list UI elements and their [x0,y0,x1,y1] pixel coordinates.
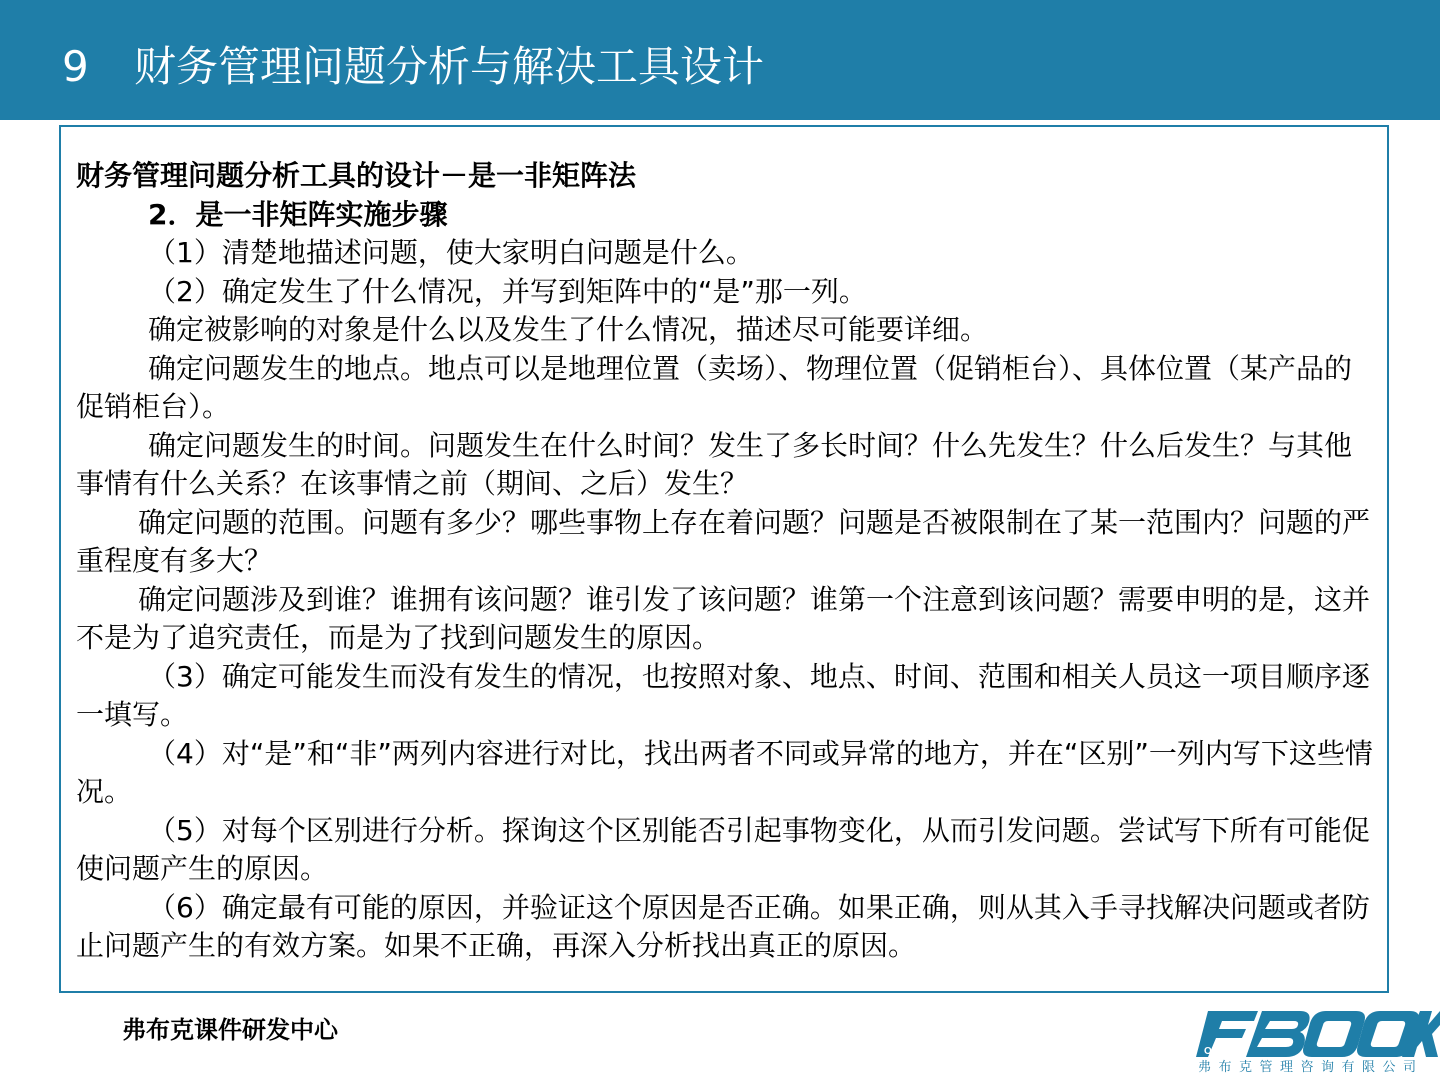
logo-or-text: OR [1204,1046,1219,1057]
content-body [76,157,1378,966]
step-2-people: 确定问题涉及到谁？谁拥有该问题？谁引发了该问题？谁第一个注意到该问题？需要申明的是，这并不是为了追究责任，而是为了找到问题发生的原因。 [76,582,1371,654]
page-title: 财务管理问题分析与解决工具设计 [134,42,765,91]
step-2-time: 确定问题发生的时间。问题发生在什么时间？发生了多长时间？什么先发生？什么后发生？与其他事情有什么关系？在该事情之前（期间、之后）发生？ [76,428,1353,500]
step-2-location: 确定问题发生的地点。地点可以是地理位置（卖场）、物理位置（促销柜台）、具体位置（某产品的促销柜台）。 [76,351,1353,423]
step-2: （2）确定发生了什么情况，并写到矩阵中的“是”那一列。 [148,274,867,308]
header-bar [0,0,1440,120]
content-box [59,125,1389,993]
step-4: （4）对“是”和“非”两列内容进行对比，找出两者不同或异常的地方，并在“区别”一列内写下这些情况。 [76,736,1373,808]
content-heading: 财务管理问题分析工具的设计－是一非矩阵法 [76,159,637,192]
step-2-scope: 确定问题的范围。问题有多少？哪些事物上存在着问题？问题是否被限制在了某一范围内？问题的严重程度有多大？ [76,505,1371,577]
step-1: （1）清楚地描述问题，使大家明白问题是什么。 [148,236,754,269]
section-number: 9 [62,42,89,91]
step-2-object: 确定被影响的对象是什么以及发生了什么情况，描述尽可能要详细。 [148,313,989,346]
logo-tagline: 弗布克管理咨询有限公司 [1198,1060,1424,1075]
forbook-logo-icon [1196,1007,1440,1061]
company-logo [1196,1005,1440,1080]
step-6: （6）确定最有可能的原因，并验证这个原因是否正确。如果正确，则从其入手寻找解决问题或者防止问题产生的有效方案。如果不正确，再深入分析找出真正的原因。 [76,890,1370,962]
content-subheading: 2．是一非矩阵实施步骤 [148,197,448,231]
step-3: （3）确定可能发生而没有发生的情况，也按照对象、地点、时间、范围和相关人员这一项目顺序逐一填写。 [76,659,1370,731]
footer-org: 弗布克课件研发中心 [122,1016,338,1044]
step-5: （5）对每个区别进行分析。探询这个区别能否引起事物变化，从而引发问题。尝试写下所有可能促使问题产生的原因。 [76,813,1370,885]
